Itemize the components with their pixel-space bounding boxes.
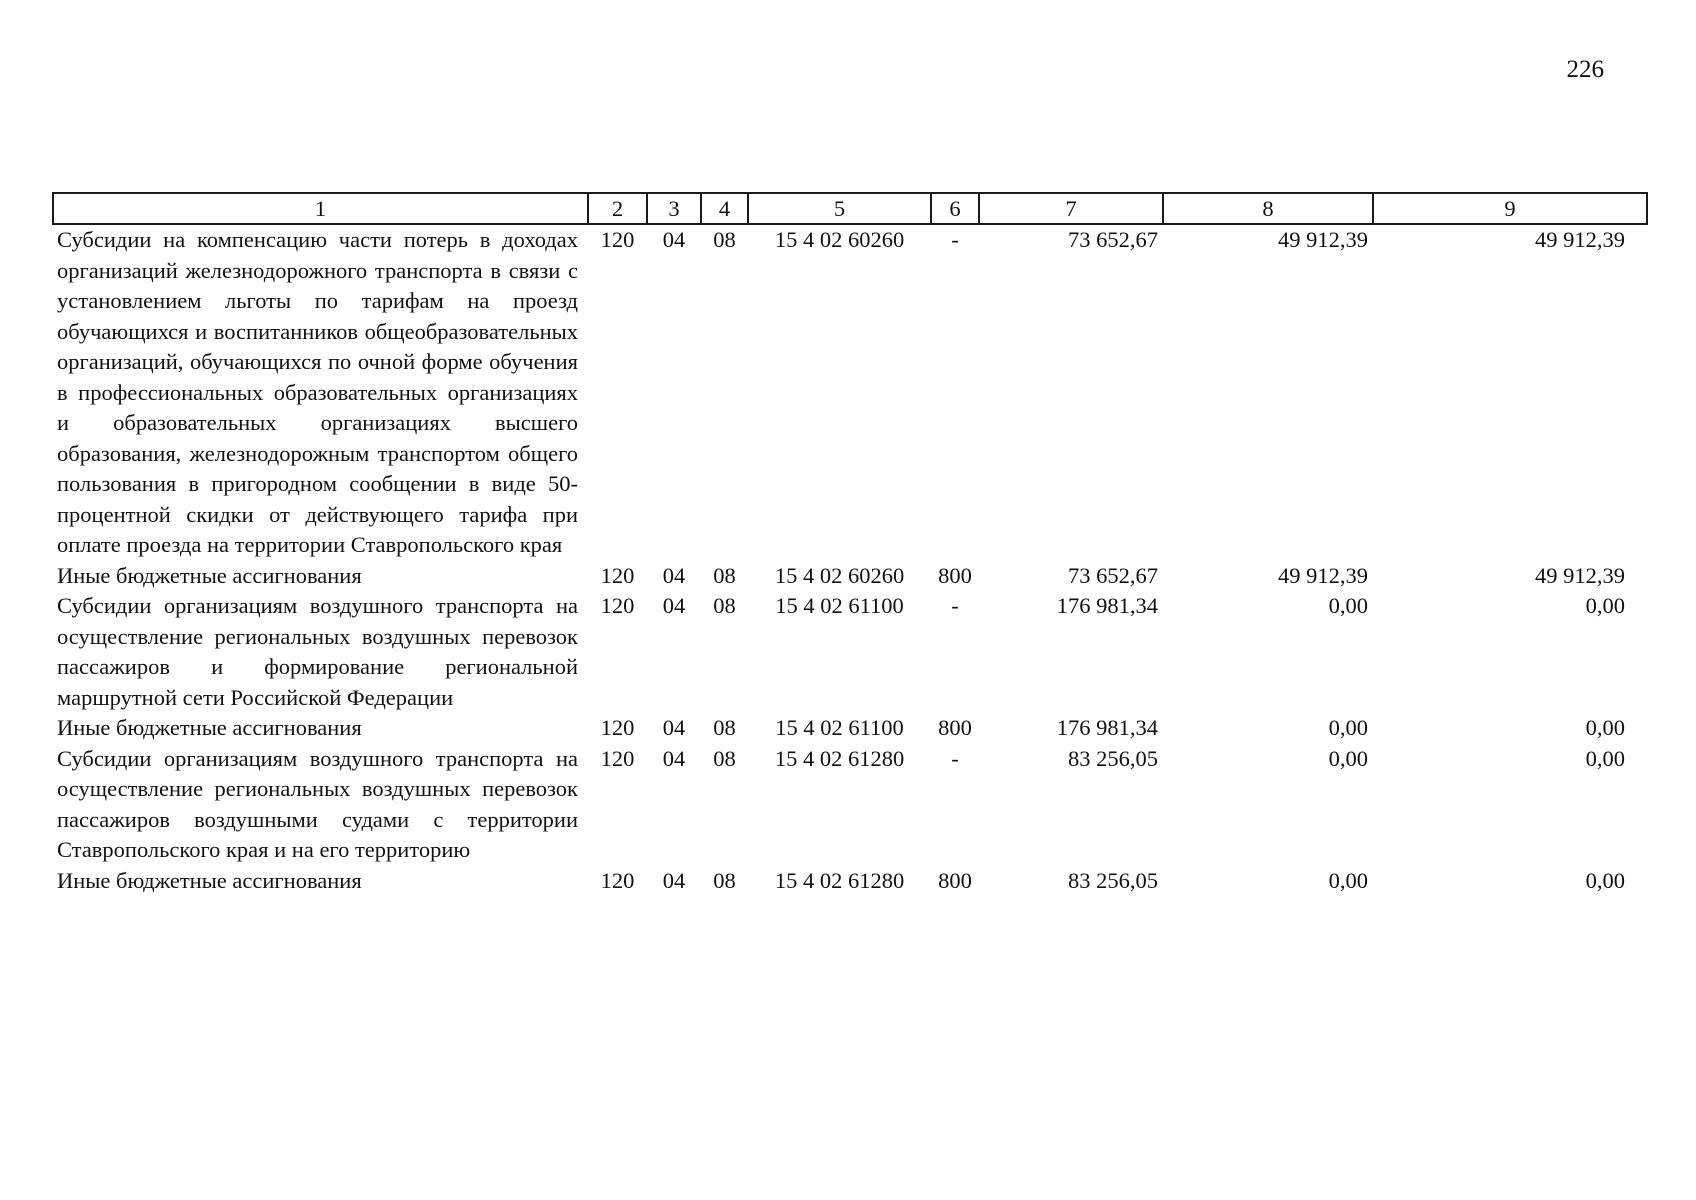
row-col-2: 120 xyxy=(600,562,635,588)
row-col-5: 15 4 02 61100 xyxy=(775,715,904,740)
row-col-5: 15 4 02 60260 xyxy=(774,562,905,588)
table-row xyxy=(53,224,1647,561)
row-col-6: - xyxy=(951,227,959,252)
row-col-2: 120 xyxy=(600,715,635,740)
table-row xyxy=(53,744,1647,866)
row-col-4: 08 xyxy=(713,715,736,740)
row-col-8: 0,00 xyxy=(1328,715,1368,740)
header-col-9: 9 xyxy=(1373,193,1647,224)
row-name: Субсидии организациям воздушного транспорта на осуществление региональных воздушных перевозок пассажиров и формирование региональной маршрутной сети Российской Федерации xyxy=(57,593,578,710)
row-name: Иные бюджетные ассигнования xyxy=(57,562,362,588)
header-col-4: 4 xyxy=(701,193,748,224)
row-col-6: 800 xyxy=(938,562,972,588)
row-col-3: 04 xyxy=(662,745,686,771)
table-row xyxy=(53,713,1647,744)
header-col-1: 1 xyxy=(53,193,588,224)
row-col-2: 120 xyxy=(600,745,635,771)
table-row xyxy=(53,866,1647,897)
header-row xyxy=(53,193,1647,224)
row-col-8: 0,00 xyxy=(1328,745,1368,771)
header-col-7: 7 xyxy=(979,193,1163,224)
row-col-4: 08 xyxy=(713,867,736,893)
header-col-6: 6 xyxy=(931,193,979,224)
row-col-5: 15 4 02 61280 xyxy=(774,867,905,893)
row-name: Иные бюджетные ассигнования xyxy=(57,867,362,893)
table-row xyxy=(53,561,1647,592)
row-name: Субсидии организациям воздушного транспорта на осуществление региональных воздушных перевозок пассажиров воздушными судами с территории Ставропольского края и на его территорию xyxy=(57,745,578,862)
row-col-8: 0,00 xyxy=(1328,593,1368,618)
row-col-4: 08 xyxy=(713,562,736,588)
row-col-3: 04 xyxy=(662,715,686,740)
header-col-3: 3 xyxy=(647,193,701,224)
table-row xyxy=(53,591,1647,713)
row-col-6: 800 xyxy=(938,715,972,740)
row-col-9: 0,00 xyxy=(1585,715,1625,740)
row-col-8: 0,00 xyxy=(1328,867,1368,893)
row-col-4: 08 xyxy=(713,593,736,618)
row-col-2: 120 xyxy=(600,867,635,893)
row-col-4: 08 xyxy=(713,227,736,252)
budget-table xyxy=(52,192,1648,896)
row-col-9: 49 912,39 xyxy=(1535,562,1625,588)
row-col-8: 49 912,39 xyxy=(1278,562,1368,588)
row-col-6: 800 xyxy=(938,867,972,893)
row-col-7: 83 256,05 xyxy=(1068,745,1158,771)
row-col-7: 176 981,34 xyxy=(1056,593,1158,618)
header-col-5: 5 xyxy=(748,193,931,224)
row-col-3: 04 xyxy=(662,593,686,618)
row-col-8: 49 912,39 xyxy=(1278,227,1368,252)
page-number: 226 xyxy=(1566,56,1604,83)
row-col-7: 73 652,67 xyxy=(1068,227,1158,252)
row-col-5: 15 4 02 61100 xyxy=(775,593,904,618)
row-col-3: 04 xyxy=(662,562,686,588)
row-name: Иные бюджетные ассигнования xyxy=(57,715,362,740)
row-col-5: 15 4 02 60260 xyxy=(774,227,905,252)
table-body xyxy=(53,224,1647,896)
row-col-6: - xyxy=(951,593,959,618)
row-col-9: 0,00 xyxy=(1585,593,1625,618)
row-col-9: 0,00 xyxy=(1585,867,1625,893)
row-col-6: - xyxy=(951,745,959,771)
row-col-5: 15 4 02 61280 xyxy=(774,745,905,771)
row-name: Субсидии на компенсацию части потерь в доходах организаций железнодорожного транспорта в связи с установлением льготы по тарифам на проезд обучающихся и воспитанников общеобразовательных организаций, обучающихся по очной форме обучения в профессиональных образовательных организациях и образовательных организациях высшего образования, железнодорожным транспортом общего пользования в пригородном сообщении в виде 50-процентной скидки от действующего тарифа при оплате проезда на территории Ставропольского края xyxy=(57,227,578,557)
row-col-7: 73 652,67 xyxy=(1068,562,1158,588)
row-col-7: 83 256,05 xyxy=(1068,867,1158,893)
table-header xyxy=(53,193,1647,224)
row-col-4: 08 xyxy=(713,745,736,771)
row-col-3: 04 xyxy=(662,227,686,252)
row-col-2: 120 xyxy=(600,593,635,618)
header-col-8: 8 xyxy=(1163,193,1373,224)
header-col-2: 2 xyxy=(588,193,647,224)
row-col-2: 120 xyxy=(600,227,635,252)
row-col-3: 04 xyxy=(662,867,686,893)
row-col-7: 176 981,34 xyxy=(1056,715,1158,740)
row-col-9: 49 912,39 xyxy=(1535,227,1625,252)
row-col-9: 0,00 xyxy=(1585,745,1625,771)
